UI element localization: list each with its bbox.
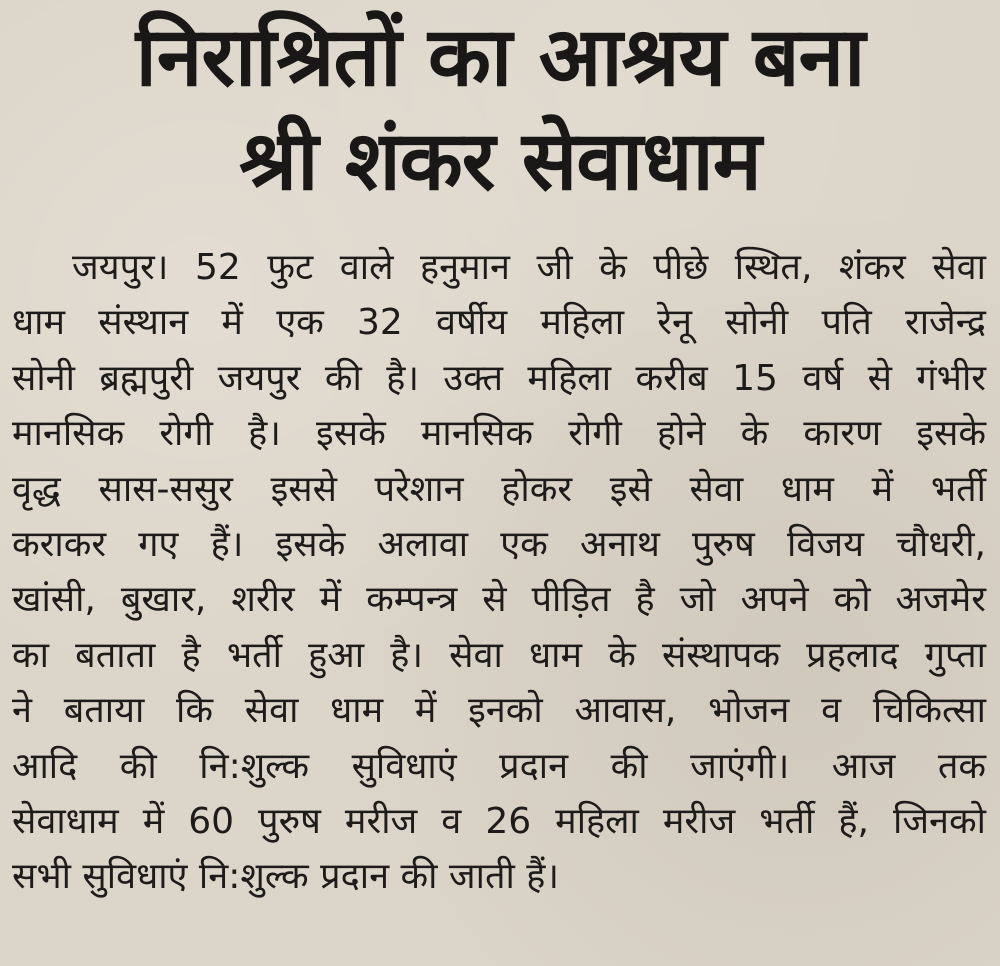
body-line: वृद्ध सास-ससुर इससे परेशान होकर इसे सेवा धाम में भर्ती	[12, 468, 986, 510]
headline-line-1: निराश्रितों का आश्रय बना	[135, 10, 865, 105]
headline	[0, 0, 1000, 214]
body-line: सभी सुविधाएं नि:शुल्क प्रदान की जाती हैं।	[12, 856, 559, 898]
body-line: ने बताया कि सेवा धाम में इनको आवास, भोजन व चिकित्सा	[12, 690, 986, 732]
body-line: जयपुर। 52 फुट वाले हनुमान जी के पीछे स्थित, शंकर सेवा	[72, 247, 986, 288]
body-line: कराकर गए हैं। इसके अलावा एक अनाथ पुरुष विजय चौधरी,	[12, 524, 986, 566]
body-line: का बताता है भर्ती हुआ है। सेवा धाम के संस्थापक प्रहलाद गुप्ता	[12, 634, 986, 676]
body-line: सोनी ब्रह्मपुरी जयपुर की है। उक्त महिला करीब 15 वर्ष से गंभीर	[12, 357, 986, 399]
body-line: मानसिक रोगी है। इसके मानसिक रोगी होने के कारण इसके	[12, 413, 986, 455]
body-line: आदि की नि:शुल्क सुविधाएं प्रदान की जाएंगी। आज तक	[12, 745, 986, 787]
article-body	[12, 240, 986, 905]
body-line: धाम संस्थान में एक 32 वर्षीय महिला रेनू सोनी पति राजेन्द्र	[12, 302, 986, 344]
body-line: खांसी, बुखार, शरीर में कम्पन्त्र से पीड़ित है जो अपने को अजमेर	[12, 579, 986, 621]
headline-line-2: श्री शंकर सेवाधाम	[239, 114, 761, 209]
body-line: सेवाधाम में 60 पुरुष मरीज व 26 महिला मरीज भर्ती हैं, जिनको	[12, 801, 986, 843]
